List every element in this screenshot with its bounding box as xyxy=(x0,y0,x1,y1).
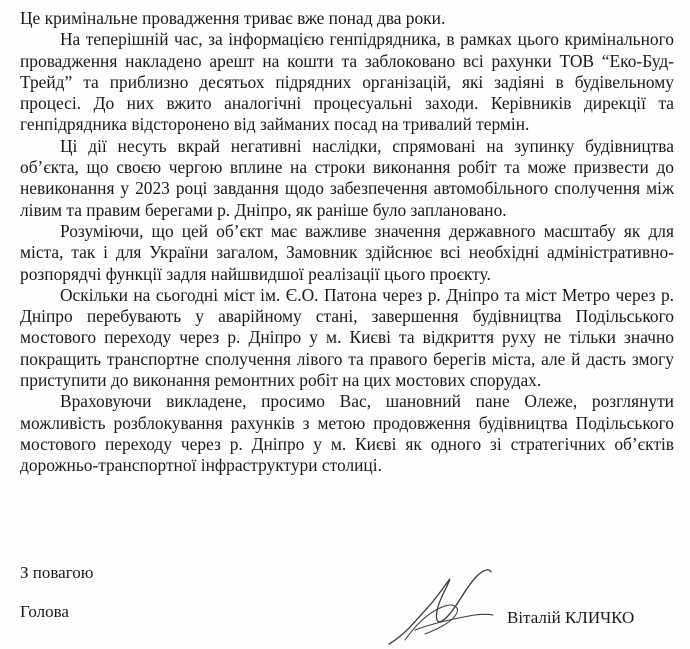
paragraph-3: Ці дії несуть вкрай негативні наслідки, спрямовані на зупинку будівництва об’єкта, що своєю чергою вплине на строки виконання робіт та може призвести до невиконання у 2023 році завдання щодо забезпечення автомобільного сполучення між лівим та правим берегами р. Дніпро, як раніше було заплановано. xyxy=(20,135,674,220)
paragraph-5: Оскільки на сьогодні міст ім. Є.О. Патона через р. Дніпро та міст Метро через р. Дніпро перебувають у аварійному стані, завершення будівництва Подільського мостового переходу через р. Дніпро у м. Києві та відкриття руху не тільки значно покращить транспортне сполучення лівого та правого берегів міста, але й дасть змогу приступити до виконання ремонтних робіт на цих мостових спорудах. xyxy=(20,284,674,391)
letter-body xyxy=(20,8,674,477)
paragraph-6: Враховуючи викладене, просимо Вас, шановний пане Олеже, розглянути можливість розблокування рахунків з метою продовження будівництва Подільського мостового переходу через р. Дніпро у м. Києві як одного зі стратегічних об’єктів дорожньо-транспортної інфраструктури столиці. xyxy=(20,391,674,476)
handwritten-signature xyxy=(385,560,495,649)
signer-position: Голова xyxy=(20,602,69,621)
paragraph-4: Розуміючи, що цей об’єкт має важливе значення державного масштабу як для міста, так і для України загалом, Замовник здійснює всі необхідні адміністративно-розпорядчі функції задля найшвидшої реалізації цього проєкту. xyxy=(20,220,674,284)
closing-salutation: З повагою xyxy=(20,563,94,582)
signer-name: Віталій КЛИЧКО xyxy=(507,608,635,627)
paragraph-2: На теперішній час, за інформацією генпідрядника, в рамках цього кримінального провадження накладено арешт на кошти та заблоковано всі рахунки ТОВ “Еко-Буд-Трейд” та приблизно десятьох підрядних організацій, які задіяні в будівельному процесі. До них вжито аналогічні процесуальні заходи. Керівників дирекції та генпідрядника відсторонено від займаних посад на тривалий термін. xyxy=(20,29,674,135)
paragraph-1: Це кримінальне провадження триває вже понад два роки. xyxy=(20,8,446,28)
